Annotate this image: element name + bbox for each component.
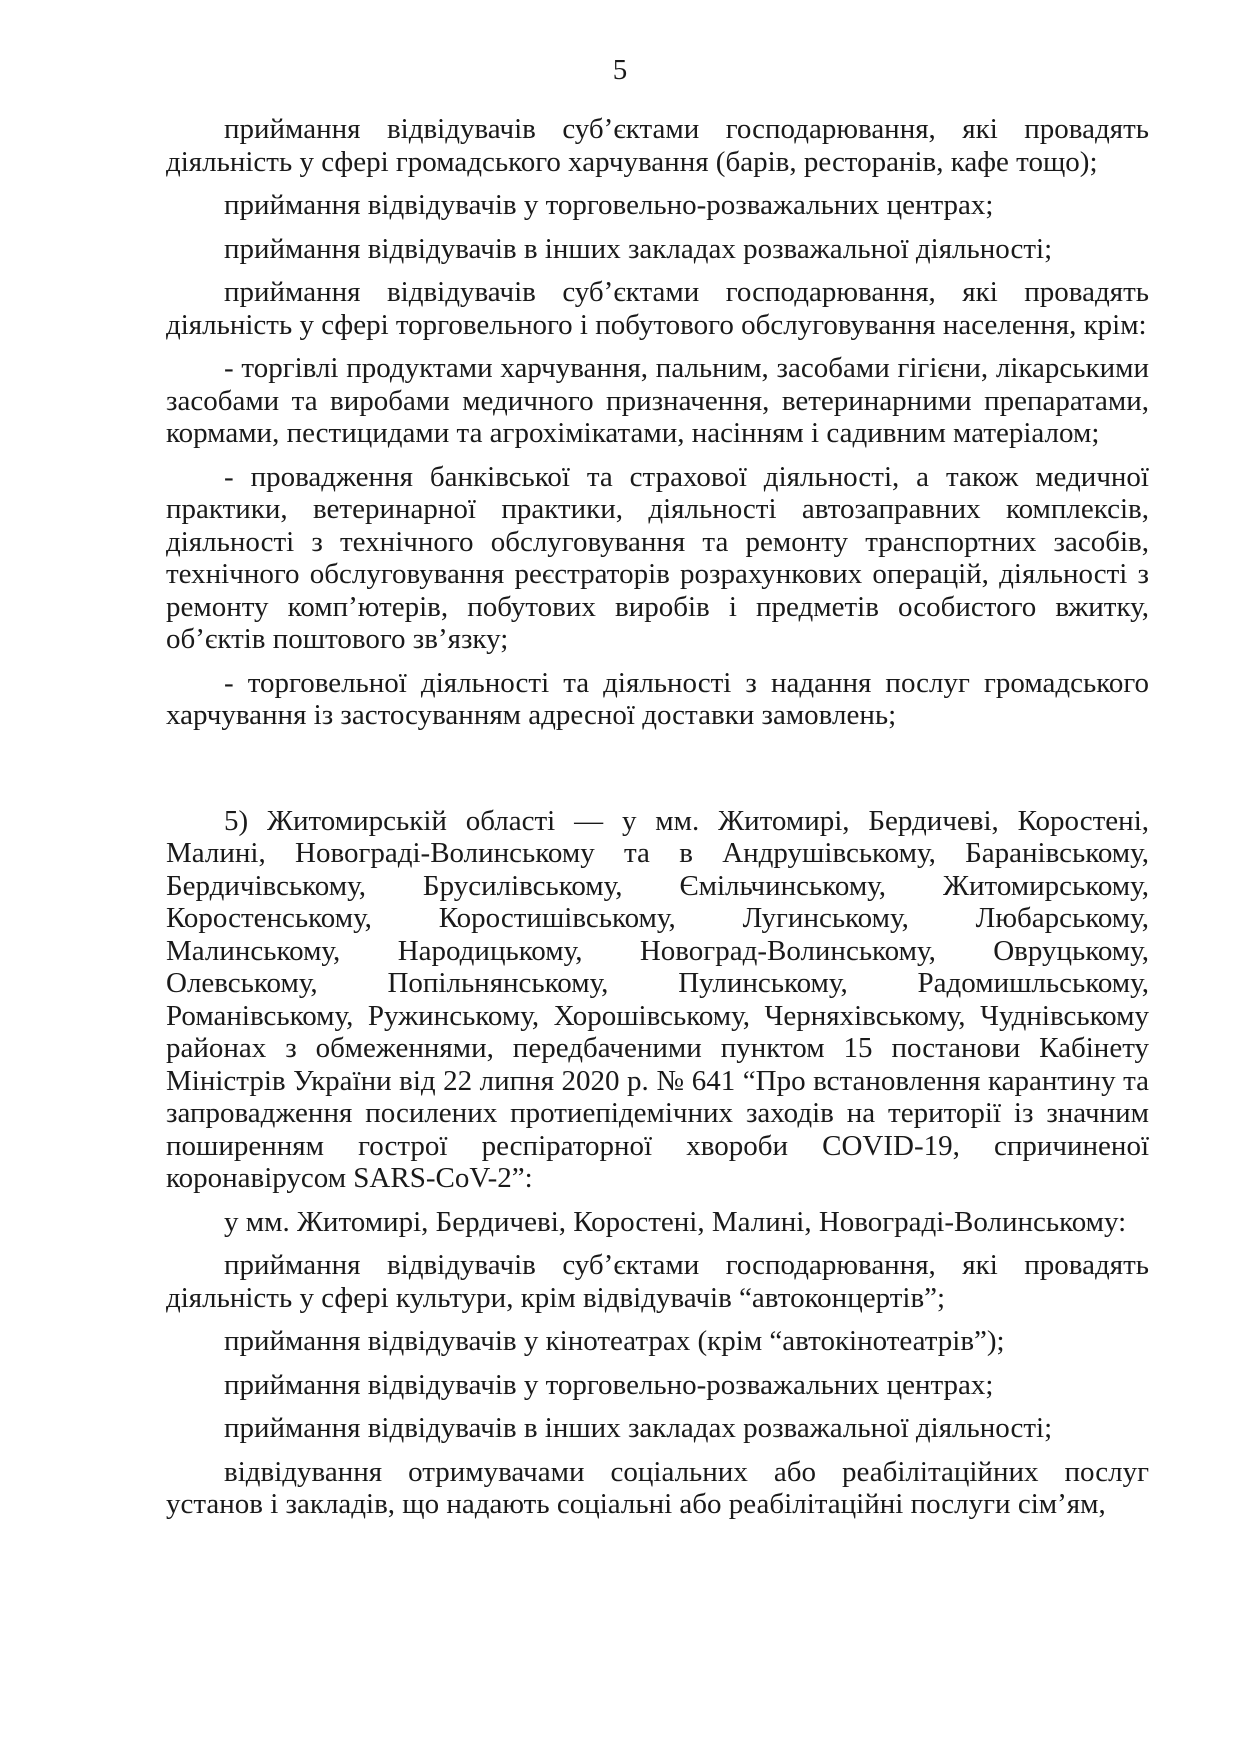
paragraph: приймання відвідувачів у кінотеатрах (крім “автокінотеатрів”); xyxy=(224,1325,1005,1357)
list-item: - торгівлі продуктами харчування, пальним, засобами гігієни, лікарськими засобами та виробами медичного призначення, ветеринарними препаратами, кормами, пестицидами та агрохімікатами, насінням і садивним матеріалом; xyxy=(166,352,1149,449)
paragraph: приймання відвідувачів у торговельно-розважальних центрах; xyxy=(224,1368,994,1401)
page-number: 5 xyxy=(612,54,628,86)
list-item: - торговельної діяльності та діяльності з надання послуг громадського харчування із застосуванням адресної доставки замовлень; xyxy=(166,666,1149,731)
paragraph: приймання відвідувачів у торговельно-розважальних центрах; xyxy=(224,189,994,221)
paragraph: приймання відвідувачів в інших закладах розважальної діяльності; xyxy=(224,1412,1053,1444)
document-body xyxy=(166,113,1149,1532)
list-item: - провадження банківської та страхової діяльності, а також медичної практики, ветеринарної практики, діяльності автозаправних комплексів, діяльності з технічного обслуговування та ремонту транспортних засобів, технічного обслуговування реєстраторів розрахункових операцій, діяльності з ремонту комп’ютерів, побутових виробів і предметів особистого вжитку, об’єктів поштового зв’язку; xyxy=(166,460,1149,655)
paragraph: у мм. Житомирі, Бердичеві, Коростені, Малині, Новограді-Волинському: xyxy=(224,1205,1127,1238)
paragraph: приймання відвідувачів суб’єктами господарювання, які провадять діяльність у сфері культури, крім відвідувачів “автоконцертів”; xyxy=(166,1249,1149,1314)
section-gap xyxy=(166,743,1149,805)
paragraph: приймання відвідувачів суб’єктами господарювання, які провадять діяльність у сфері громадського харчування (барів, ресторанів, кафе тощо); xyxy=(166,113,1149,178)
paragraph: відвідування отримувачами соціальних або реабілітаційних послуг установ і закладів, що надають соціальні або реабілітаційні послуги сім’ям, xyxy=(166,1455,1149,1520)
paragraph-region-item: 5) Житомирській області — у мм. Житомирі, Бердичеві, Коростені, Малині, Новограді-Волинському та в Андрушівському, Баранівському, Бердичівському, Брусилівському, Ємільчинському, Житомирському, Коростенському, Коростишівському, Лугинському, Любарському, Малинському, Народицькому, Новоград-Волинському, Овруцькому, Олевському, Попільнянському, Пулинському, Радомишльському, Романівському, Ружинському, Хорошівському, Черняхівському, Чуднівському районах з обмеженнями, передбаченими пунктом 15 постанови Кабінету Міністрів України від 22 липня 2020 р. № 641 “Про встановлення карантину та запровадження посилених протиепідемічних заходів на території із значним поширенням гострої респіраторної хвороби COVID-19, спричиненої коронавірусом SARS-CoV-2”: xyxy=(166,804,1149,1194)
paragraph: приймання відвідувачів в інших закладах розважальної діяльності; xyxy=(224,232,1053,265)
paragraph: приймання відвідувачів суб’єктами господарювання, які провадять діяльність у сфері торговельного і побутового обслуговування населення, крім: xyxy=(166,276,1149,341)
